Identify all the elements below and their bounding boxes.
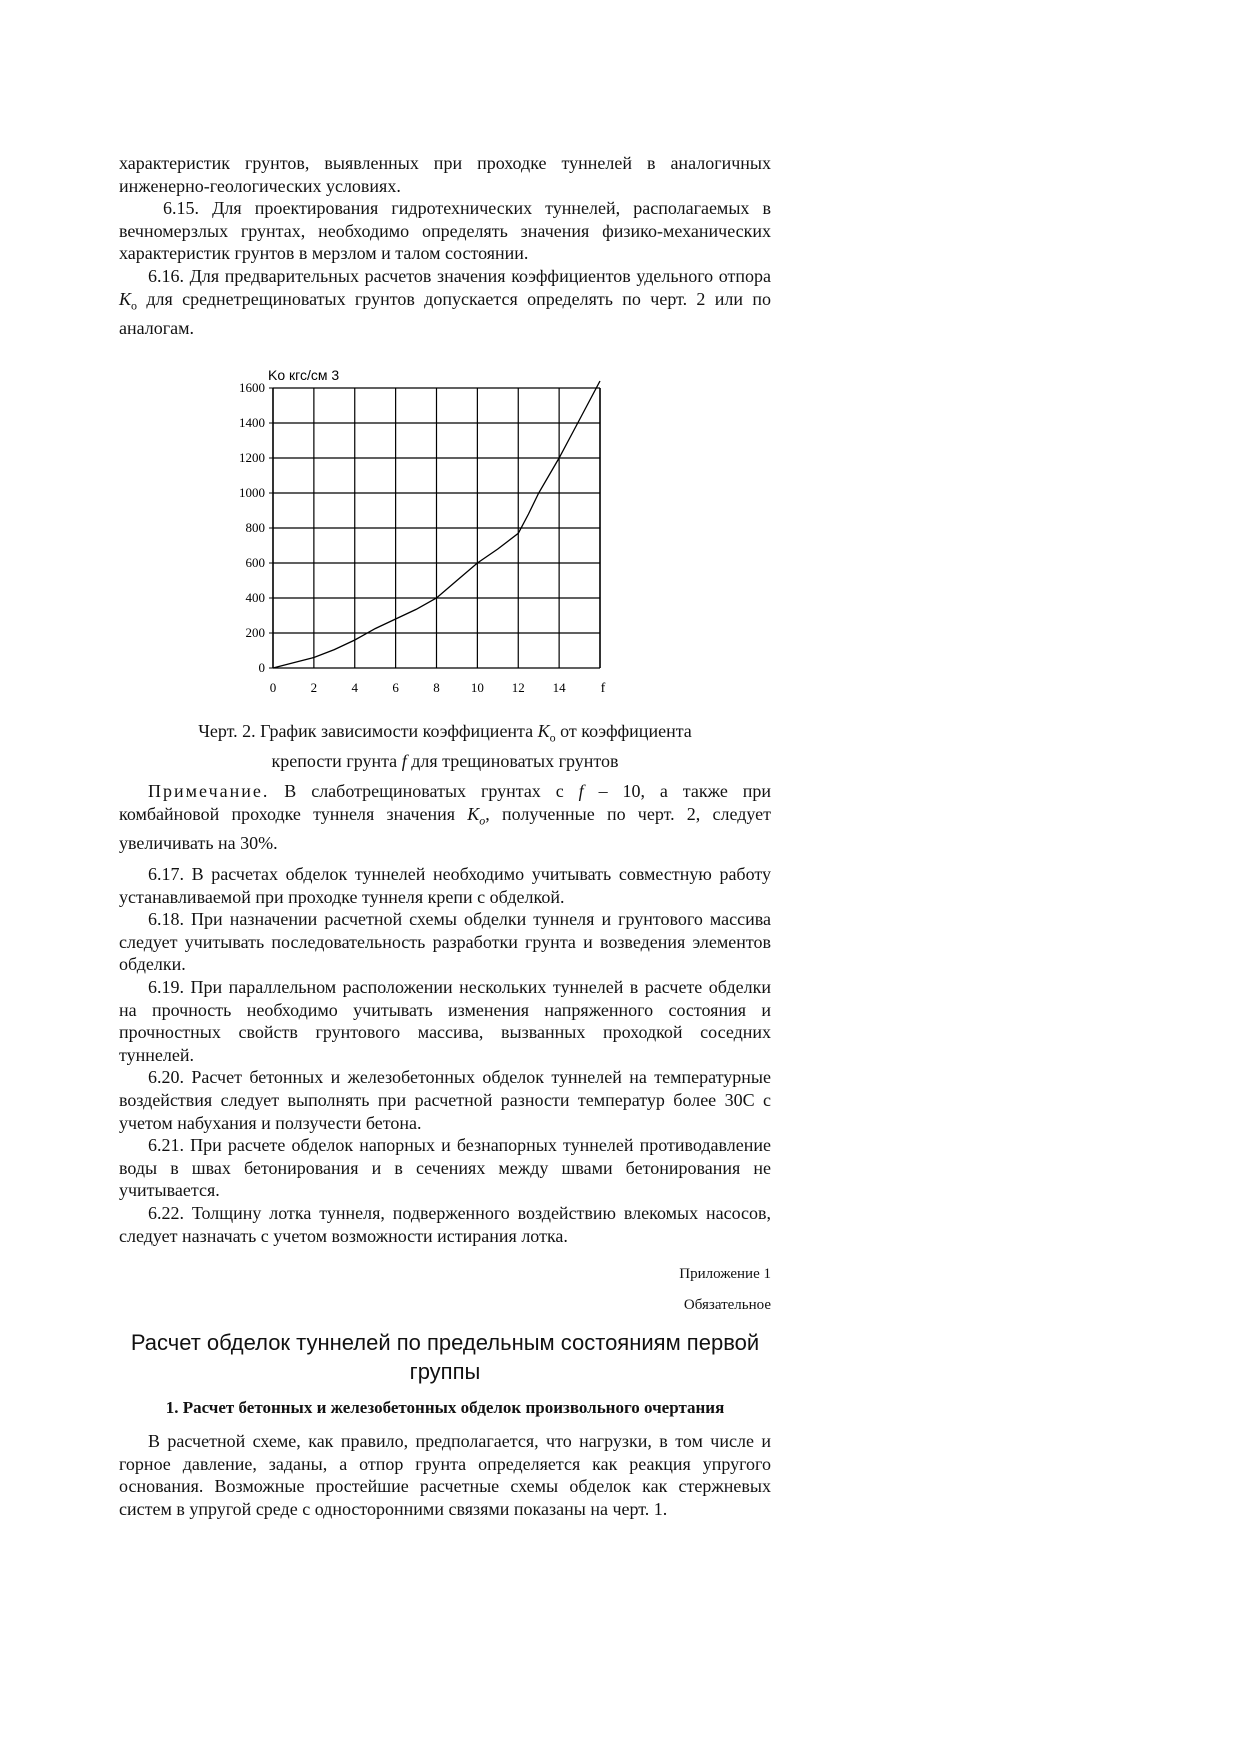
chart-caption <box>119 720 771 773</box>
caption-text-b: от коэффициента <box>555 721 692 741</box>
note-block <box>119 780 771 854</box>
paragraph-6-20: 6.20. Расчет бетонных и железобетонных обделок туннелей на температурные воздействия следует выполнять при расчетной разности температур более 30С с учетом набухания и ползучести бетона. <box>119 1067 771 1133</box>
paragraph-continuation: характеристик грунтов, выявленных при проходке туннелей в аналогичных инженерно-геологических условиях. <box>119 153 771 196</box>
y-tick-labels <box>239 380 273 675</box>
chart-grid <box>273 388 600 668</box>
paragraph-6-21: 6.21. При расчете обделок напорных и безнапорных туннелей противодавление воды в швах бетонирования и в сечениях между швами бетонирования не учитывается. <box>119 1135 771 1201</box>
y-tick-label: 1000 <box>239 485 265 500</box>
caption-text-c: крепости грунта <box>271 750 402 771</box>
paragraph-6-15: 6.15. Для проектирования гидротехнических туннелей, располагаемых в вечномерзлых грунтах, необходимо определять значения физико-механических характеристик грунтов в мерзлом и талом состоянии. <box>119 198 771 264</box>
caption-text-a: Черт. 2. График зависимости коэффициента <box>198 721 538 741</box>
note-paragraph <box>119 780 771 854</box>
paragraph-6-19: 6.19. При параллельном расположении нескольких туннелей в расчете обделки на прочность необходимо учитывать изменения напряженного состояния и прочностных свойств грунтового массива, вызванных проходкой соседних туннелей. <box>119 976 771 1065</box>
x-tick-labels <box>270 680 566 695</box>
x-tick-label: 0 <box>269 680 277 695</box>
x-tick-label: 6 <box>392 680 399 695</box>
y-tick-label: 1400 <box>239 415 265 430</box>
top-text-block <box>119 152 771 339</box>
x-tick-label: 10 <box>470 680 484 695</box>
x-tick-label: 8 <box>433 680 440 695</box>
note-text-b: – 10, а также при комбайновой проходке туннеля значения <box>119 781 771 824</box>
x-axis-label: f <box>600 681 606 696</box>
note-f: f <box>578 781 584 801</box>
note-text-a: В слаботрещиноватых грунтах с <box>269 781 579 801</box>
appendix-body: В расчетной схеме, как правило, предполагается, что нагрузки, в том числе и горное давление, заданы, а отпор грунта определяется как реакция упругого основания. Возможные простейшие расчетные схемы обделок как стержневых систем в упругой среде с односторонними связями показаны на черт. 1. <box>119 1431 771 1519</box>
paragraph-6-22: 6.22. Толщину лотка туннеля, подверженного воздействию влекомых насосов, следует назначать с учетом возможности истирания лотка. <box>119 1202 771 1246</box>
caption-text-d: для трещиноватых грунтов <box>406 750 619 771</box>
note-label: Примечание. <box>148 781 270 801</box>
appendix-label: Приложение 1 <box>679 1266 771 1282</box>
caption-k-sub: о <box>549 730 556 745</box>
appendix-block <box>119 1264 771 1520</box>
paragraph-6-18: 6.18. При назначении расчетной схемы обделки туннеля и грунтового массива следует учитывать последовательность разработки грунта и возведения элементов обделки. <box>119 909 771 975</box>
appendix-title: Расчет обделок туннелей по предельным состояниям первой группы <box>130 1330 760 1384</box>
note-k: K <box>467 803 480 824</box>
caption-line-2 <box>119 750 771 773</box>
caption-k: K <box>537 721 550 741</box>
x-tick-label: 12 <box>511 680 525 695</box>
paragraph-6-16 <box>119 265 771 339</box>
k-subscript: о <box>131 298 138 313</box>
caption-f: f <box>401 750 407 771</box>
note-text-c: , полученные по черт. 2, следует увеличивать на 30%. <box>119 803 771 853</box>
section-heading: 1. Расчет бетонных и железобетонных обделок произвольного очертания <box>165 1398 725 1417</box>
y-tick-label: 1600 <box>239 380 265 395</box>
y-axis-label: Kо кгс/см 3 <box>268 367 340 383</box>
y-tick-label: 800 <box>245 520 265 535</box>
appendix-status: Обязательное <box>683 1297 771 1313</box>
ko-vs-f-chart <box>220 362 620 698</box>
y-tick-label: 0 <box>258 660 265 675</box>
x-tick-label: 4 <box>351 680 358 695</box>
mid-text-block <box>119 863 771 1247</box>
p3-text-b: для среднетрещиноватых грунтов допускается определять по черт. 2 или по аналогам. <box>119 288 771 338</box>
note-k-sub: о <box>479 813 486 828</box>
y-tick-label: 600 <box>245 555 265 570</box>
x-tick-label: 14 <box>552 680 566 695</box>
y-tick-label: 400 <box>245 590 265 605</box>
p3-text-a: 6.16. Для предварительных расчетов значения коэффициентов удельного отпора <box>148 265 771 286</box>
caption-line-1 <box>119 720 771 750</box>
y-tick-label: 1200 <box>239 450 265 465</box>
paragraph-6-17: 6.17. В расчетах обделок туннелей необходимо учитывать совместную работу устанавливаемой при проходке туннеля крепи с обделкой. <box>119 864 771 907</box>
x-tick-label: 2 <box>310 680 318 695</box>
k-symbol: K <box>119 288 132 309</box>
y-tick-label: 200 <box>245 625 265 640</box>
